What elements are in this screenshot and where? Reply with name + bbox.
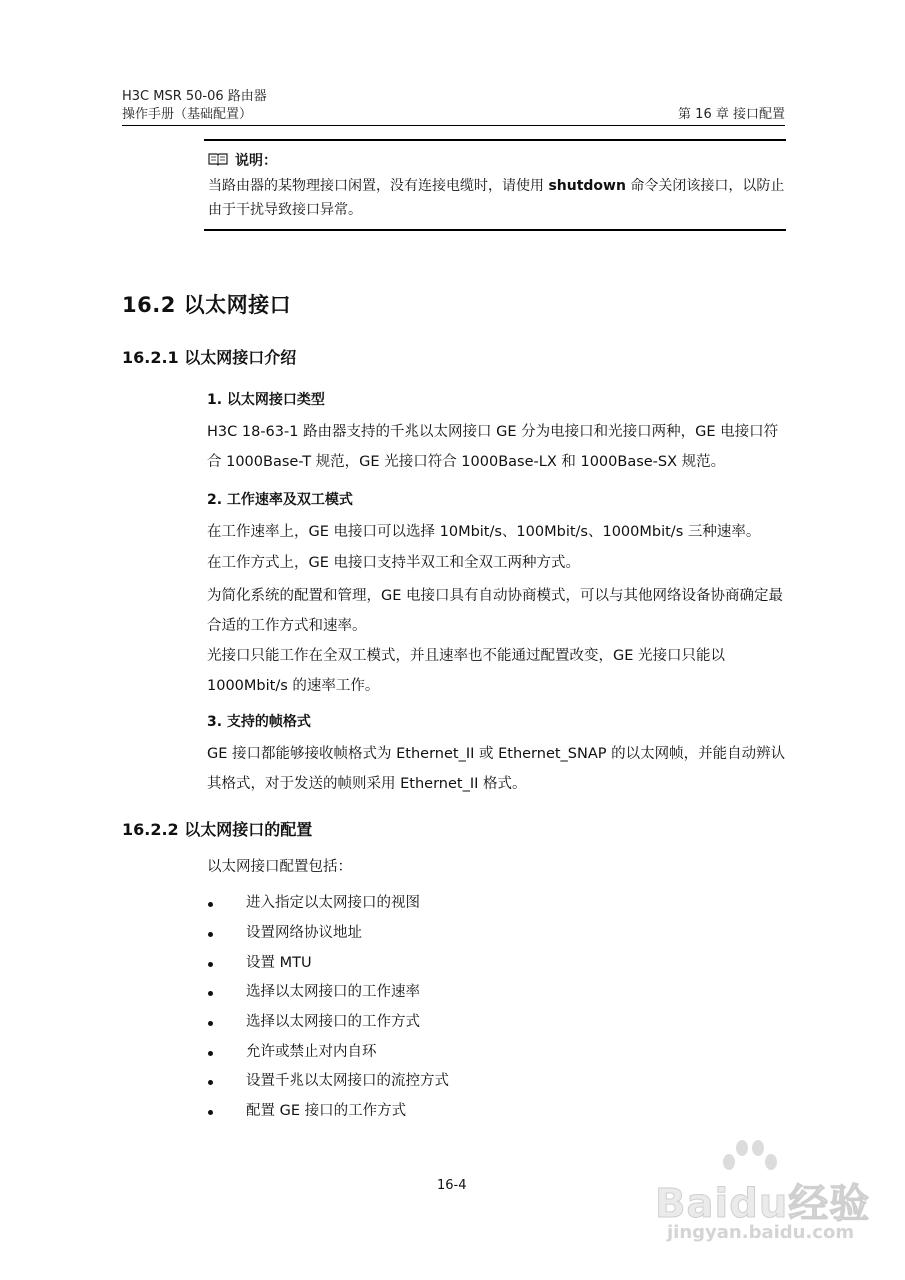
- note-title: 说明：: [235, 153, 277, 169]
- list-item: 选择以太网接口的工作方式: [246, 1014, 420, 1030]
- book-icon: [208, 151, 228, 170]
- bullet-icon: [208, 932, 213, 937]
- bullet-icon: [208, 1080, 213, 1085]
- bullet-icon: [208, 1021, 213, 1026]
- bullet-icon: [208, 1110, 213, 1115]
- subsection-title-2: 16.2.2 以太网接口的配置: [122, 820, 313, 839]
- header-chapter: 第 16 章 接口配置: [678, 107, 785, 122]
- heading-interface-types: 1. 以太网接口类型: [207, 392, 325, 408]
- paragraph-speed-2: 在工作方式上，GE 电接口支持半双工和全双工两种方式。: [207, 555, 581, 571]
- list-item: 设置网络协议地址: [246, 925, 362, 941]
- note-command: shutdown: [548, 178, 626, 194]
- list-item: 进入指定以太网接口的视图: [246, 895, 420, 911]
- header-manual: 操作手册（基础配置）: [122, 107, 253, 122]
- bullet-icon: [208, 902, 213, 907]
- paragraph-speed-1: 在工作速率上，GE 电接口可以选择 10Mbit/s、100Mbit/s、1000Mbit/s 三种速率。: [207, 524, 761, 540]
- note-text-before: 当路由器的某物理接口闲置，没有连接电缆时，请使用: [208, 178, 549, 194]
- watermark-url: jingyan.baidu.com: [667, 1222, 855, 1243]
- subsection-title-1: 16.2.1 以太网接口介绍: [122, 348, 297, 367]
- paragraph-frame-format: GE 接口都能够接收帧格式为 Ethernet_II 或 Ethernet_SNAP 的以太网帧，并能自动辨认其格式，对于发送的帧则采用 Ethernet_II 格式。: [207, 746, 786, 792]
- header-product: H3C MSR 50-06 路由器: [122, 89, 267, 104]
- page-number: 16-4: [437, 1178, 467, 1193]
- bullet-icon: [208, 962, 213, 967]
- list-item: 选择以太网接口的工作速率: [246, 984, 420, 1000]
- paragraph-speed-4: 光接口只能工作在全双工模式，并且速率也不能通过配置改变，GE 光接口只能以 1000Mbit/s 的速率工作。: [207, 648, 726, 694]
- baidu-watermark: [655, 1138, 875, 1248]
- section-title: 16.2 以太网接口: [122, 293, 292, 317]
- header-rule: [122, 125, 785, 126]
- watermark-brand: Baidu经验: [655, 1181, 871, 1227]
- note-text: [208, 174, 786, 222]
- list-item: 设置千兆以太网接口的流控方式: [246, 1073, 449, 1089]
- list-item: 允许或禁止对内自环: [246, 1044, 377, 1060]
- heading-frame-format: 3. 支持的帧格式: [207, 714, 311, 730]
- note-top-rule: [204, 139, 786, 141]
- heading-speed-duplex: 2. 工作速率及双工模式: [207, 492, 353, 508]
- paragraph-speed-3: 为简化系统的配置和管理，GE 电接口具有自动协商模式，可以与其他网络设备协商确定最合适的工作方式和速率。: [207, 588, 784, 634]
- config-intro: 以太网接口配置包括：: [207, 859, 352, 875]
- paragraph-interface-types: H3C 18-63-1 路由器支持的千兆以太网接口 GE 分为电接口和光接口两种，GE 电接口符合 1000Base-T 规范，GE 光接口符合 1000Base-LX 和 1000Base-SX 规范。: [207, 424, 779, 470]
- bullet-icon: [208, 991, 213, 996]
- note-text-after: 命令关闭该接口，以防止由于干扰导致接口异常。: [208, 178, 785, 218]
- list-item: 配置 GE 接口的工作方式: [246, 1103, 407, 1119]
- bullet-icon: [208, 1051, 213, 1056]
- note-bottom-rule: [204, 229, 786, 231]
- list-item: 设置 MTU: [246, 955, 312, 971]
